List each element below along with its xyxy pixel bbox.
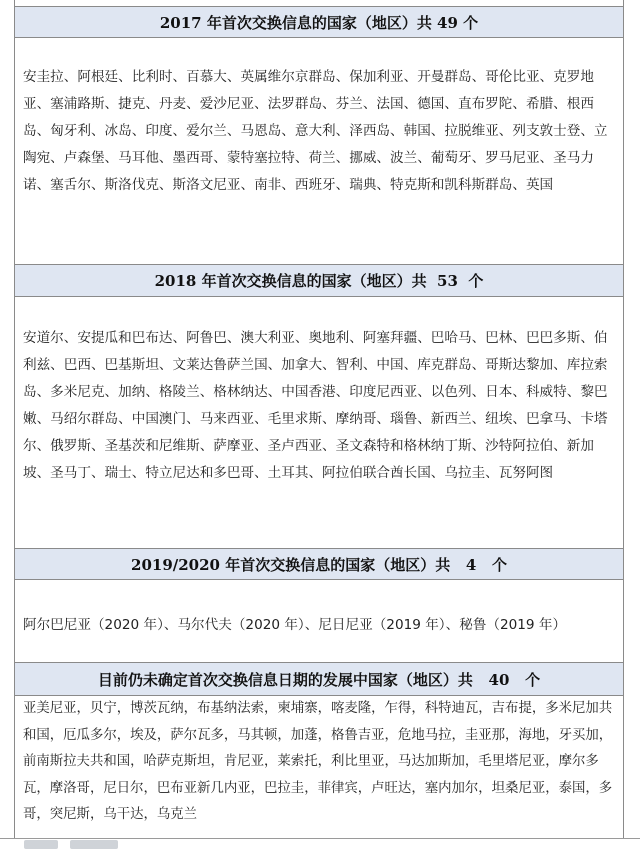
- countries-table: [14, 0, 624, 850]
- section-undetermined-country-list: 亚美尼亚，贝宁，博茨瓦纳，布基纳法索，柬埔寨，喀麦隆，乍得，科特迪瓦，吉布提，多米尼加共和国，厄瓜多尔，埃及，萨尔瓦多，马其顿，加蓬，格鲁吉亚，危地马拉，圭亚那，海地，牙买加，前南斯拉夫共和国，哈萨克斯坦，肯尼亚，莱索托，利比里亚，马达加斯加，毛里塔尼亚，摩尔多瓦，摩洛哥，尼日尔，巴布亚新几内亚，巴拉圭，菲律宾，卢旺达，塞内加尔，坦桑尼亚，泰国，多哥，突尼斯，乌干达，乌克兰: [23, 701, 613, 822]
- section-2017-header: 2017 年首次交换信息的国家（地区）共 49 个: [15, 6, 623, 38]
- section-2019-2020-country-list: 阿尔巴尼亚（2020 年）、马尔代夫（2020 年）、尼日尼亚（2019 年）、秘鲁（2019 年）: [23, 617, 567, 633]
- section-2018-header: 2018 年首次交换信息的国家（地区）共 53 个: [15, 264, 623, 297]
- section-2019-2020-header: 2019/2020 年首次交换信息的国家（地区）共 4 个: [15, 548, 623, 580]
- cropped-text-fragment: [70, 840, 118, 849]
- section-2018-country-list: 安道尔、安提瓜和巴布达、阿鲁巴、澳大利亚、奥地利、阿塞拜疆、巴哈马、巴林、巴巴多斯、伯利兹、巴西、巴基斯坦、文莱达鲁萨兰国、加拿大、智利、中国、库克群岛、哥斯达黎加、库拉索岛、多米尼克、加纳、格陵兰、格林纳达、中国香港、印度尼西亚、以色列、日本、科威特、黎巴嫩、马绍尔群岛、中国澳门、马来西亚、毛里求斯、摩纳哥、瑙鲁、新西兰、纽埃、巴拿马、卡塔尔、俄罗斯、圣基茨和尼维斯、萨摩亚、圣卢西亚、圣文森特和格林纳丁斯、沙特阿拉伯、新加坡、圣马丁、瑞士、特立尼达和多巴哥、土耳其、阿拉伯联合酋长国、乌拉圭、瓦努阿图: [23, 330, 608, 481]
- section-2017-country-list: 安圭拉、阿根廷、比利时、百慕大、英属维尔京群岛、保加利亚、开曼群岛、哥伦比亚、克罗地亚、塞浦路斯、捷克、丹麦、爱沙尼亚、法罗群岛、芬兰、法国、德国、直布罗陀、希腊、根西岛、匈牙利、冰岛、印度、爱尔兰、马恩岛、意大利、泽西岛、韩国、拉脱维亚、列支敦士登、立陶宛、卢森堡、马耳他、墨西哥、蒙特塞拉特、荷兰、挪威、波兰、葡萄牙、罗马尼亚、圣马力诺、塞舌尔、斯洛伐克、斯洛文尼亚、南非、西班牙、瑞典、特克斯和凯科斯群岛、英国: [23, 69, 608, 193]
- section-undetermined-header: 目前仍未确定首次交换信息日期的发展中国家（地区）共 40 个: [15, 662, 623, 696]
- cropped-text-fragment: [24, 840, 58, 849]
- cropped-next-row: [0, 838, 640, 851]
